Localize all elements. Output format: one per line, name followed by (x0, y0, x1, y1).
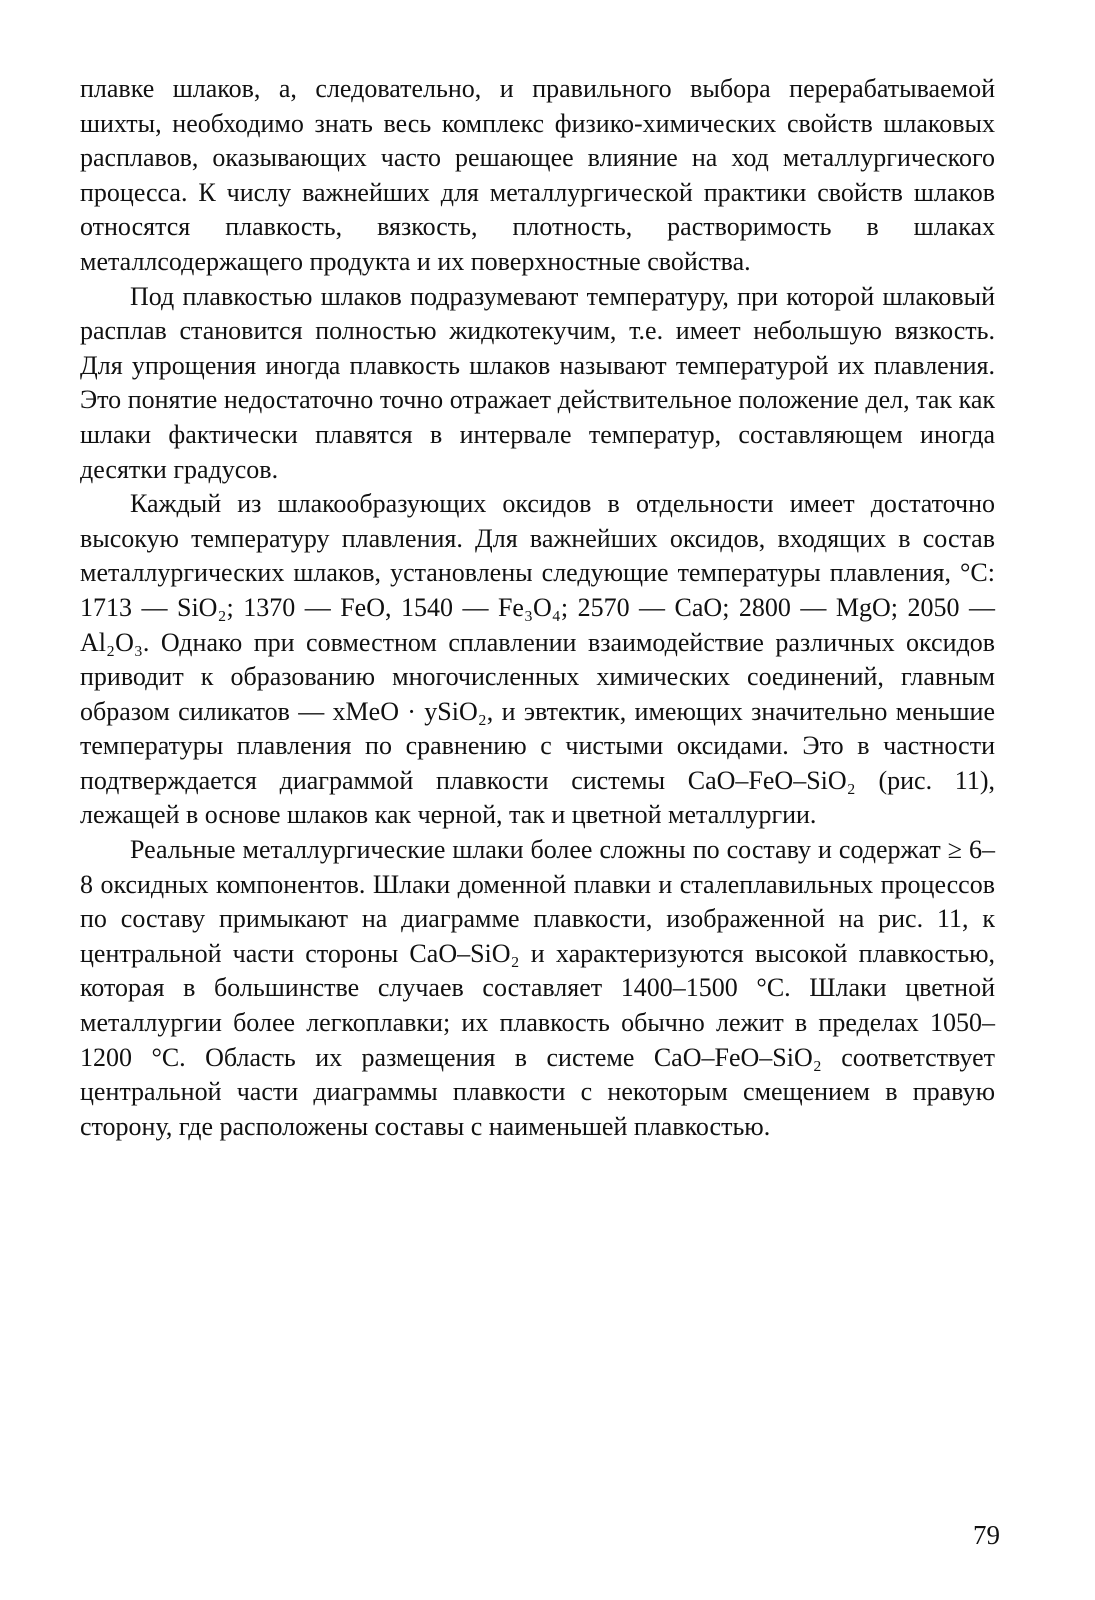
page-number: 79 (973, 1520, 1000, 1550)
paragraph-3: Каждый из шлакообразующих оксидов в отдельности имеет достаточно высокую температуру плавления. Для важнейших оксидов, входящих в состав металлургических шлаков, установлены следующие температуры плавления, °С: 1713 — SiO₂; 1370 — FeO, 1540 — Fe₃O₄; 2570 — CaO; 2800 — MgO; 2050 — Al₂O₃. Однако при совместном сплавлении взаимодействие различных оксидов приводит к образованию многочисленных химических соединений, главным образом силикатов — xMeO · ySiO₂, и эвтектик, имеющих значительно меньшие температуры плавления по сравнению с чистыми оксидами. Это в частности подтверждается диаграммой плавкости системы CaO–FeO–SiO₂ (рис. 11), лежащей в основе шлаков как черной, так и цветной металлургии. (80, 489, 995, 830)
paragraph-2: Под плавкостью шлаков подразумевают температуру, при которой шлаковый расплав становится полностью жидкотекучим, т.е. имеет небольшую вязкость. Для упрощения иногда плавкость шлаков называют температурой их плавления. Это понятие недостаточно точно отражает действительное положение дел, так как шлаки фактически плавятся в интервале температур, составляющем иногда десятки градусов. (80, 281, 995, 484)
body-text (80, 72, 995, 1144)
paragraph-4: Реальные металлургические шлаки более сложны по составу и содержат ≥ 6–8 оксидных компонентов. Шлаки доменной плавки и сталеплавильных процессов по составу примыкают на диаграмме плавкости, изображенной на рис. 11, к центральной части стороны CaO–SiO₂ и характеризуются высокой плавкостью, которая в большинстве случаев составляет 1400–1500 °С. Шлаки цветной металлургии более легкоплавки; их плавкость обычно лежит в пределах 1050–1200 °С. Область их размещения в системе CaO–FeO–SiO₂ соответствует центральной части диаграммы плавкости с некоторым смещением в правую сторону, где расположены составы с наименьшей плавкостью. (80, 835, 995, 1141)
paragraph-1: плавке шлаков, а, следовательно, и правильного выбора перерабатываемой шихты, необходимо знать весь комплекс физико-химических свойств шлаковых расплавов, оказывающих часто решающее влияние на ход металлургического процесса. К числу важнейших для металлургической практики свойств шлаков относятся плавкость, вязкость, плотность, растворимость в шлаках металлсодержащего продукта и их поверхностные свойства. (80, 74, 995, 276)
